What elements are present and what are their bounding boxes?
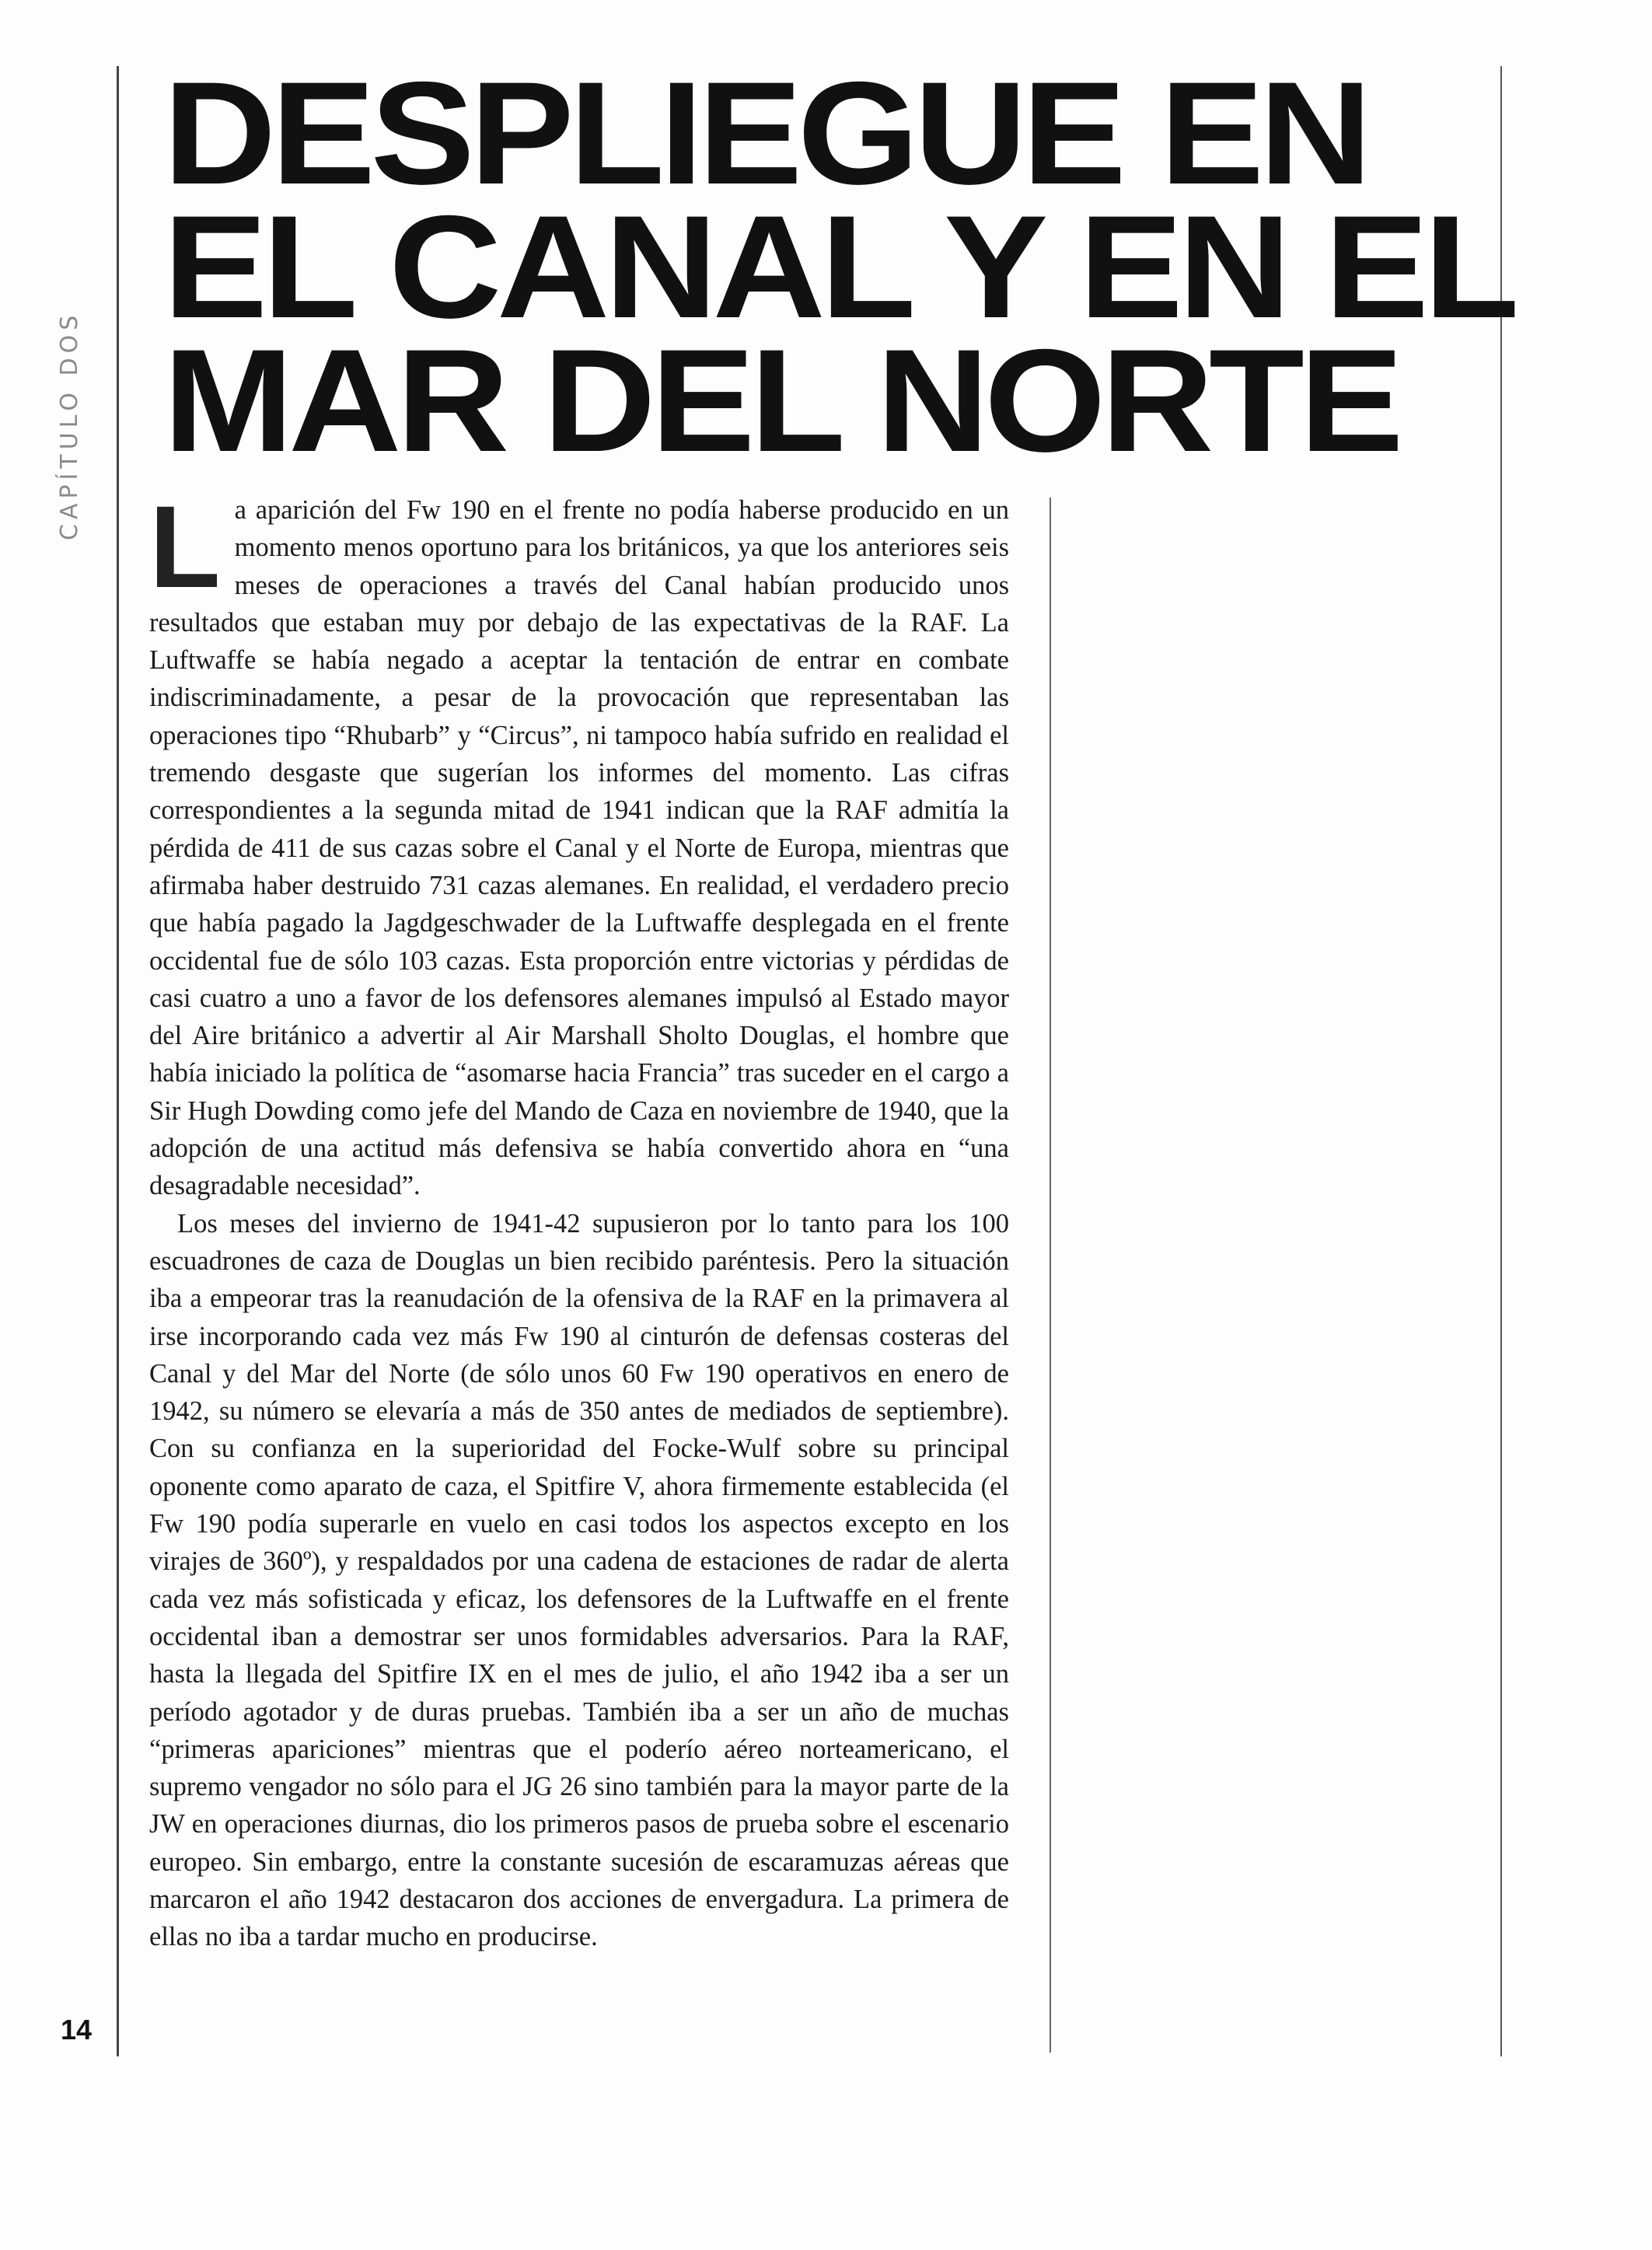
page-number: 14 <box>61 2014 93 2046</box>
title-line-2: EL CANAL Y EN EL <box>163 185 1514 348</box>
paragraph-1-text: a aparición del Fw 190 en el frente no podía haberse producido en un momento menos oportuno para los británicos, ya que los anteriores seis meses de operaciones a través del Canal habían producido unos resultados que estaban muy por debajo de las expectativas de la RAF. La Luftwaffe se había negado a aceptar la tentación de entrar en combate indiscriminadamente, a pesar de la provocación que representaban las operaciones tipo “Rhubarb” y “Circus”, ni tampoco había sufrido en realidad el tremendo desgaste que sugerían los informes del momento. Las cifras correspondientes a la segunda mitad de 1941 indican que la RAF admitía la pérdida de 411 de sus cazas sobre el Canal y el Norte de Europa, mientras que afirmaba haber destruido 731 cazas alemanes. En realidad, el verdadero precio que había pagado la Jagdgeschwader de la Luftwaffe desplegada en el frente occidental fue de sólo 103 cazas. Esta proporción entre victorias y pérdidas de casi cuatro a uno a favor de los defensores alemanes impulsó al Estado mayor del Aire británico a advertir al Air Marshall Sholto Douglas, el hombre que había iniciado la política de “asomarse hacia Francia” tras suceder en el cargo a Sir Hugh Dowding como jefe del Mando de Caza en noviembre de 1940, que la adopción de una actitud más defensiva se había convertido ahora en “una desagradable necesidad”. <box>149 495 1009 1201</box>
title-line-3: MAR DEL NORTE <box>163 319 1399 482</box>
article-body <box>149 481 1009 1956</box>
chapter-title <box>163 51 1514 482</box>
column-divider-rule <box>1050 498 1051 2053</box>
paragraph-1 <box>149 481 1009 1205</box>
chapter-label: CAPÍTULO DOS <box>56 311 83 541</box>
title-line-1: DESPLIEGUE EN <box>163 51 1367 215</box>
drop-cap: L <box>149 481 221 612</box>
paragraph-2: Los meses del invierno de 1941-42 supusieron por lo tanto para los 100 escuadrones de caza de Douglas un bien recibido paréntesis. Pero la situación iba a empeorar tras la reanudación de la ofensiva de la RAF en la primavera al irse incorporando cada vez más Fw 190 al cinturón de defensas costeras del Canal y del Mar del Norte (de sólo unos 60 Fw 190 operativos en enero de 1942, su número se elevaría a más de 350 antes de mediados de septiembre). Con su confianza en la superioridad del Focke-Wulf sobre su principal oponente como aparato de caza, el Spitfire V, ahora firmemente establecida (el Fw 190 podía superarle en vuelo en casi todos los aspectos excepto en los virajes de 360º), y respaldados por una cadena de estaciones de radar de alerta cada vez más sofisticada y eficaz, los defensores de la Luftwaffe en el frente occidental iban a demostrar ser unos formidables adversarios. Para la RAF, hasta la llegada del Spitfire IX en el mes de julio, el año 1942 iba a ser un período agotador y de duras pruebas. También iba a ser un año de muchas “primeras apariciones” mientras que el poderío aéreo norteamericano, el supremo vengador no sólo para el JG 26 sino también para la mayor parte de la JW en operaciones diurnas, dio los primeros pasos de prueba sobre el escenario europeo. Sin embargo, entre la constante sucesión de escaramuzas aéreas que marcaron el año 1942 destacaron dos acciones de envergadura. La primera de ellas no iba a tardar mucho en producirse. <box>149 1208 1009 1952</box>
left-vertical-rule <box>117 66 119 2056</box>
